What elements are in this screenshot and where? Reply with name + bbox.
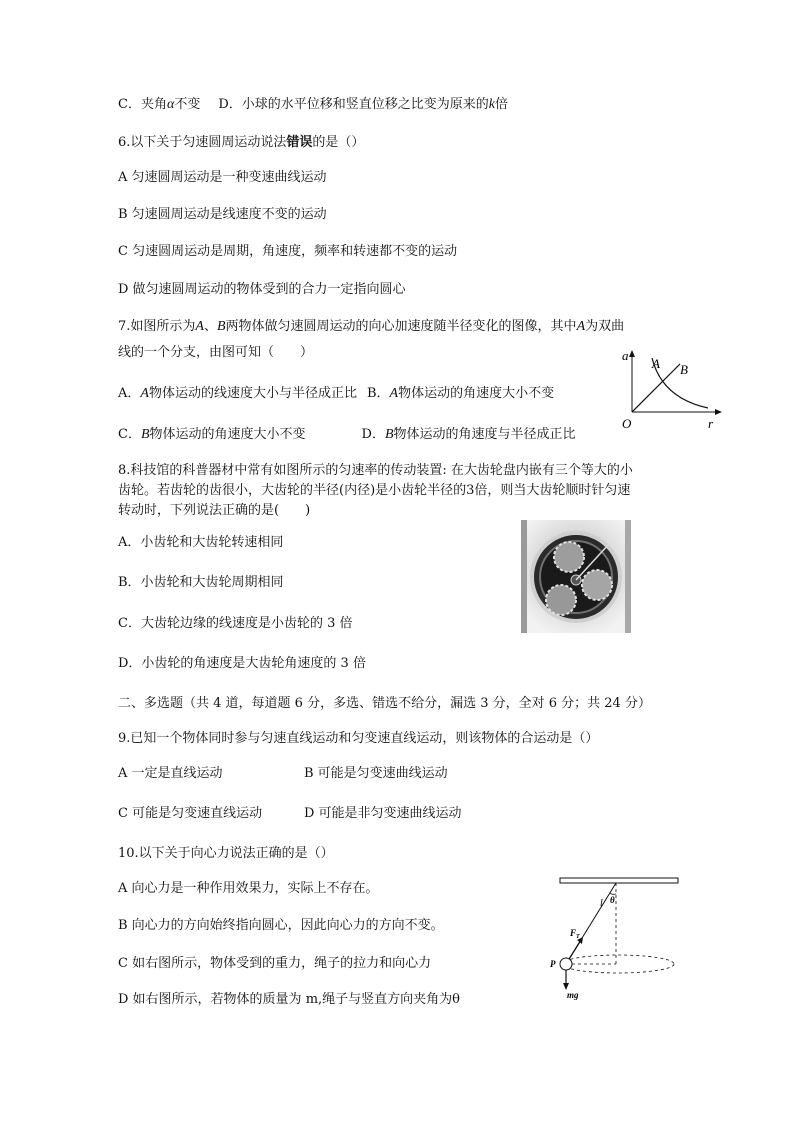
bob	[560, 958, 572, 970]
photo-frame-left	[521, 520, 527, 633]
q7-stem-post: 为双曲	[585, 319, 625, 334]
q6-stem-pre: 6.以下关于匀速圆周运动说法	[118, 135, 287, 150]
origin-label: O	[622, 416, 632, 431]
q7-opt-b-pre: B．	[366, 386, 390, 401]
q10-option-a: A 向心力是一种作用效果力，实际上不存在。	[118, 881, 379, 896]
q9-stem: 9.已知一个物体同时参与匀速直线运动和匀变速直线运动，则该物体的合运动是（）	[118, 731, 599, 746]
q10-option-b: B 向心力的方向始终指向圆心，因此向心力的方向不变。	[118, 918, 444, 933]
small-gear-bottom	[546, 585, 576, 615]
q8-stem-line1: 8.科技馆的科普器材中常有如图所示的匀速率的传动装置: 在大齿轮盘内嵌有三个等大的小	[118, 463, 633, 478]
q6-option-b: B 匀速圆周运动是线速度不变的运动	[118, 207, 327, 222]
curve-b-label: B	[680, 362, 688, 377]
q7-opt-a-var: A	[140, 386, 149, 401]
q6-stem	[118, 134, 364, 152]
alpha-symbol: α	[166, 97, 175, 112]
q7-opt-a-post: 物体运动的线速度大小与半径成正比	[148, 386, 357, 401]
q9-option-d: D 可能是非匀变速曲线运动	[304, 806, 462, 821]
q6-option-c: C 匀速圆周运动是周期，角速度，频率和转速都不变的运动	[118, 244, 458, 259]
q7-opt-c-post: 物体运动的角速度大小不变	[149, 427, 306, 442]
q7-opt-c-var: B	[140, 427, 150, 442]
q7-var-a2: A	[576, 319, 586, 334]
q10-stem: 10.以下关于向心力说法正确的是（）	[118, 846, 334, 861]
q7-opt-a-pre: A．	[118, 386, 141, 401]
q9-option-c: C 可能是匀变速直线运动	[118, 806, 263, 821]
q6-stem-bold: 错误	[286, 135, 313, 150]
q5-option-d-prefix: D．小球的水平位移和竖直位移之比变为原来的	[218, 97, 489, 112]
y-axis-label: a	[622, 348, 629, 363]
q7-opt-d-var: B	[384, 427, 394, 442]
label-theta: θ	[610, 895, 615, 905]
q7-graph	[618, 348, 726, 432]
q10-option-c: C 如右图所示，物体受到的重力，绳子的拉力和向心力	[118, 956, 432, 971]
q7-var-b: B	[216, 319, 226, 334]
label-p: P	[550, 959, 556, 969]
q7-options-cd	[118, 426, 576, 444]
photo-frame-right	[625, 520, 631, 633]
q7-opt-b-post: 物体运动的角速度大小不变	[398, 386, 555, 401]
section-2-heading: 二、多选题（共 4 道，每道题 6 分，多选、错选不给分，漏选 3 分，全对 6 分；共 24 分）	[118, 696, 651, 711]
small-gear-top	[554, 542, 584, 572]
q5-option-d-suffix: 倍	[494, 97, 508, 112]
q7-sep: 、	[203, 319, 217, 334]
label-ft-sub: T	[576, 934, 580, 940]
q7-stem-pre: 7.如图所示为	[118, 319, 196, 334]
label-l: l	[600, 898, 603, 909]
q5-options-cd	[118, 96, 508, 114]
curve-a-label: A	[652, 356, 660, 371]
q5-option-c-suffix: 不变	[174, 97, 201, 112]
q8-option-b: B．小齿轮和大齿轮周期相同	[118, 575, 284, 590]
q7-options-ab	[118, 385, 554, 403]
q10-option-d: D 如右图所示，若物体的质量为 m,绳子与竖直方向夹角为θ	[118, 992, 460, 1007]
q7-stem-mid: 两物体做匀速圆周运动的向心加速度随半径变化的图像，其中	[225, 319, 577, 334]
conical-pendulum-figure	[548, 872, 684, 1000]
q6-stem-post: 的是（）	[312, 135, 365, 150]
small-gear-right	[582, 570, 612, 600]
q7-opt-c-pre: C．	[118, 427, 141, 442]
q6-option-a: A 匀速圆周运动是一种变速曲线运动	[118, 170, 327, 185]
q7-var-a: A	[195, 319, 204, 334]
q9-option-b: B 可能是匀变速曲线运动	[304, 766, 448, 781]
ceiling-bar	[560, 878, 678, 883]
k-symbol: k	[488, 97, 495, 112]
q9-option-a: A 一定是直线运动	[118, 766, 223, 781]
label-mg: mg	[567, 990, 579, 1000]
q8-option-a: A．小齿轮和大齿轮转速相同	[118, 535, 284, 550]
q8-option-d: D．小齿轮的角速度是大齿轮角速度的 3 倍	[118, 656, 366, 671]
gravity-arrowhead	[563, 983, 569, 990]
label-ft-main: F	[570, 928, 577, 938]
q7-opt-d-post: 物体运动的角速度与半径成正比	[393, 427, 576, 442]
q7-opt-d-pre: D．	[361, 427, 385, 442]
q7-stem-line1	[118, 318, 624, 336]
y-axis-arrow	[629, 350, 635, 357]
q6-option-d: D 做匀速圆周运动的物体受到的合力一定指向圆心	[118, 282, 406, 297]
q8-stem-line2: 齿轮。若齿轮的齿很小，大齿轮的半径(内径)是小齿轮半径的3倍，则当大齿轮顺时针匀速	[118, 483, 631, 498]
q8-option-c: C．大齿轮边缘的线速度是小齿轮的 3 倍	[118, 616, 353, 631]
x-axis-arrow	[715, 409, 722, 415]
q5-option-c-prefix: C．夹角	[118, 97, 167, 112]
x-axis-label: r	[708, 416, 714, 431]
q8-stem-line3: 转动时，下列说法正确的是( )	[118, 503, 311, 518]
label-ft	[569, 928, 580, 940]
q7-stem-line2: 线的一个分支，由图可知（ ）	[118, 345, 314, 360]
gear-photo	[521, 520, 631, 633]
q7-opt-b-var: A	[389, 386, 399, 401]
